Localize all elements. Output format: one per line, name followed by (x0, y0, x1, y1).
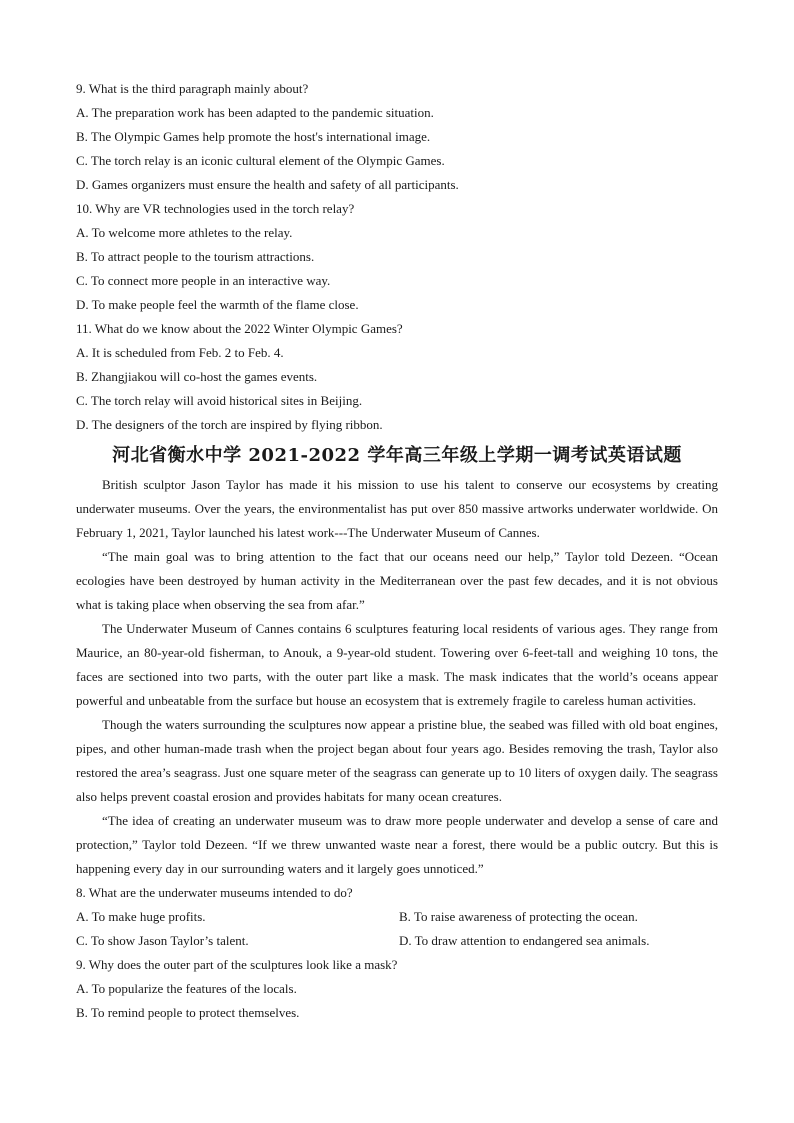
q9b-option-b: B. To remind people to protect themselves. (76, 1005, 300, 1020)
q10-option-a: A. To welcome more athletes to the relay. (76, 225, 293, 240)
question-10-text: 10. Why are VR technologies used in the torch relay? (76, 201, 355, 216)
question-8-text: 8. What are the underwater museums intended to do? (76, 885, 353, 900)
question-11-text: 11. What do we know about the 2022 Winter Olympic Games? (76, 321, 403, 336)
q8-option-d: D. To draw attention to endangered sea animals. (399, 933, 650, 948)
q8-option-a: A. To make huge profits. (76, 909, 206, 924)
q10-option-c: C. To connect more people in an interactive way. (76, 273, 331, 288)
page-content (76, 77, 718, 1025)
q8-option-b: B. To raise awareness of protecting the ocean. (399, 909, 638, 924)
q11-option-b: B. Zhangjiakou will co-host the games events. (76, 369, 318, 384)
q9-option-d: D. Games organizers must ensure the health and safety of all participants. (76, 177, 459, 192)
q9-option-b: B. The Olympic Games help promote the host's international image. (76, 129, 431, 144)
passage-paragraph-2: “The main goal was to bring attention to the fact that our oceans need our help,” Taylor told Dezeen. “Ocean ecologies have been destroyed by human activity in the Mediterranean over the past few decades, and it is not obvious what is taking place when observing the sea from afar.” (76, 549, 718, 612)
q10-option-d: D. To make people feel the warmth of the flame close. (76, 297, 359, 312)
q8-option-c: C. To show Jason Taylor’s talent. (76, 933, 249, 948)
exam-title: 河北省衡水中学 2021-2022 学年高三年级上学期一调考试英语试题 (112, 445, 682, 466)
passage-paragraph-3: The Underwater Museum of Cannes contains 6 sculptures featuring local residents of various ages. They range from Maurice, an 80-year-old fisherman, to Anouk, a 9-year-old student. Towering over 6-feet-tall and weighing 10 tons, the faces are sectioned into two parts, with the outer part like a mask. The mask indicates that the world’s oceans appear powerful and unbeatable from the surface but house an ecosystem that is extremely fragile to careless human activities. (76, 621, 718, 708)
question-9b-text: 9. Why does the outer part of the sculptures look like a mask? (76, 957, 398, 972)
q8-options-row-2 (76, 929, 718, 953)
q11-option-d: D. The designers of the torch are inspired by flying ribbon. (76, 417, 383, 432)
question-9-text: 9. What is the third paragraph mainly about? (76, 81, 309, 96)
passage-paragraph-5: “The idea of creating an underwater museum was to draw more people underwater and develop a sense of care and protection,” Taylor told Dezeen. “If we threw unwanted waste near a forest, there would be a public outcry. But this is happening every day in our surrounding waters and it largely goes unnoticed.” (76, 813, 718, 876)
passage-paragraph-1: British sculptor Jason Taylor has made it his mission to use his talent to conserve our ecosystems by creating underwater museums. Over the years, the environmentalist has put over 850 massive artworks underwater worldwide. On February 1, 2021, Taylor launched his latest work---The Underwater Museum of Cannes. (76, 477, 718, 540)
q11-option-a: A. It is scheduled from Feb. 2 to Feb. 4. (76, 345, 284, 360)
q9b-option-a: A. To popularize the features of the locals. (76, 981, 297, 996)
passage-paragraph-4: Though the waters surrounding the sculptures now appear a pristine blue, the seabed was filled with old boat engines, pipes, and other human-made trash when the project began about four years ago. Besides removing the trash, Taylor also restored the area’s seagrass. Just one square meter of the seagrass can generate up to 10 liters of oxygen daily. The seagrass also helps prevent coastal erosion and provides habitats for many ocean creatures. (76, 717, 718, 804)
q9-option-a: A. The preparation work has been adapted to the pandemic situation. (76, 105, 434, 120)
q9-option-c: C. The torch relay is an iconic cultural element of the Olympic Games. (76, 153, 445, 168)
q8-options-row-1 (76, 905, 718, 929)
q11-option-c: C. The torch relay will avoid historical sites in Beijing. (76, 393, 363, 408)
q10-option-b: B. To attract people to the tourism attractions. (76, 249, 315, 264)
